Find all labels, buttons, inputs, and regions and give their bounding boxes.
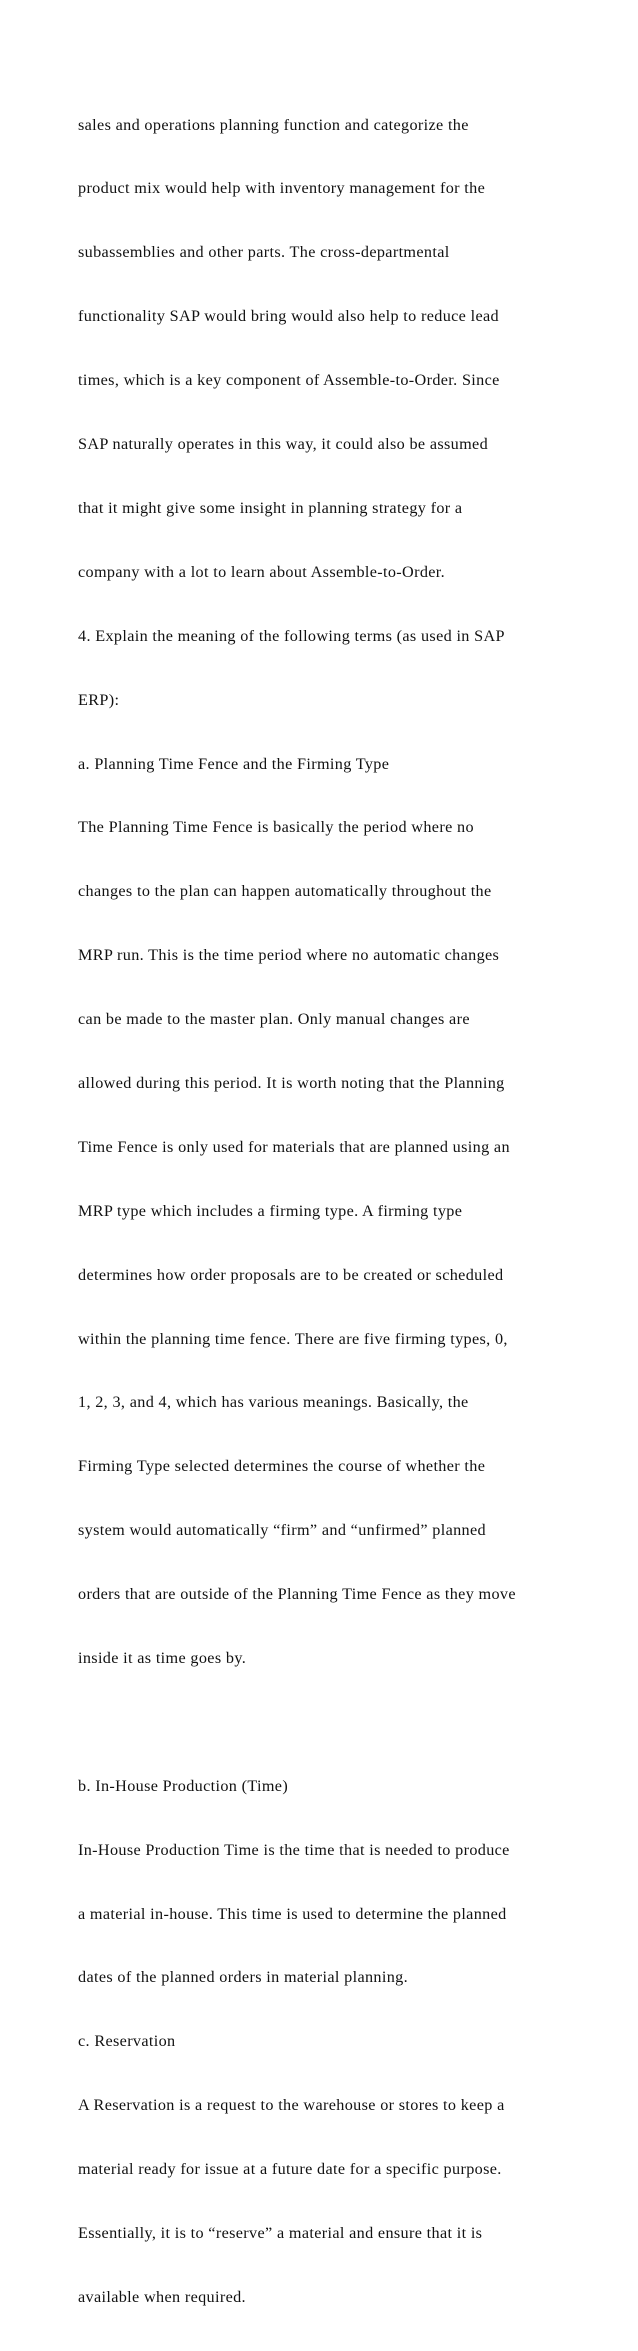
text-line: within the planning time fence. There are five firming types, 0, xyxy=(78,1329,508,1348)
text-line: Firming Type selected determines the course of whether the xyxy=(78,1457,486,1476)
text-line: Essentially, it is to “reserve” a material and ensure that it is xyxy=(78,2223,483,2242)
text-line: In-House Production Time is the time that is needed to produce xyxy=(78,1840,510,1859)
document-body xyxy=(78,72,618,2351)
question-heading: ERP): xyxy=(78,690,120,709)
text-line: available when required. xyxy=(78,2287,246,2306)
text-line: that it might give some insight in planning strategy for a xyxy=(78,498,463,517)
text-line: The Planning Time Fence is basically the period where no xyxy=(78,818,474,837)
text-line: Time Fence is only used for materials that are planned using an xyxy=(78,1137,510,1156)
term-heading-b: b. In-House Production (Time) xyxy=(78,1776,289,1795)
text-line: functionality SAP would bring would also help to reduce lead xyxy=(78,307,499,326)
text-line: orders that are outside of the Planning Time Fence as they move xyxy=(78,1585,516,1604)
term-heading-c: c. Reservation xyxy=(78,2032,176,2051)
text-line: dates of the planned orders in material planning. xyxy=(78,1968,409,1987)
text-line: company with a lot to learn about Assemble-to-Order. xyxy=(78,562,446,581)
text-line: a material in-house. This time is used to determine the planned xyxy=(78,1904,507,1923)
text-line: system would automatically “firm” and “unfirmed” planned xyxy=(78,1521,486,1540)
text-line: allowed during this period. It is worth noting that the Planning xyxy=(78,1073,505,1092)
blank-line xyxy=(78,1712,618,1733)
text-line: inside it as time goes by. xyxy=(78,1648,247,1667)
text-line: changes to the plan can happen automatically throughout the xyxy=(78,882,492,901)
text-line: MRP type which includes a firming type. A firming type xyxy=(78,1201,463,1220)
text-line: product mix would help with inventory management for the xyxy=(78,179,486,198)
text-line: determines how order proposals are to be created or scheduled xyxy=(78,1265,504,1284)
term-heading-a: a. Planning Time Fence and the Firming Type xyxy=(78,754,390,773)
text-line: can be made to the master plan. Only manual changes are xyxy=(78,1010,470,1029)
text-line: SAP naturally operates in this way, it could also be assumed xyxy=(78,435,489,454)
text-line: times, which is a key component of Assemble-to-Order. Since xyxy=(78,371,500,390)
text-line: A Reservation is a request to the warehouse or stores to keep a xyxy=(78,2096,505,2115)
text-line: MRP run. This is the time period where no automatic changes xyxy=(78,946,500,965)
text-line: sales and operations planning function and categorize the xyxy=(78,115,469,134)
question-heading: 4. Explain the meaning of the following terms (as used in SAP xyxy=(78,626,505,645)
text-line: 1, 2, 3, and 4, which has various meanings. Basically, the xyxy=(78,1393,469,1412)
text-line: material ready for issue at a future date for a specific purpose. xyxy=(78,2160,502,2179)
text-line: subassemblies and other parts. The cross-departmental xyxy=(78,243,450,262)
